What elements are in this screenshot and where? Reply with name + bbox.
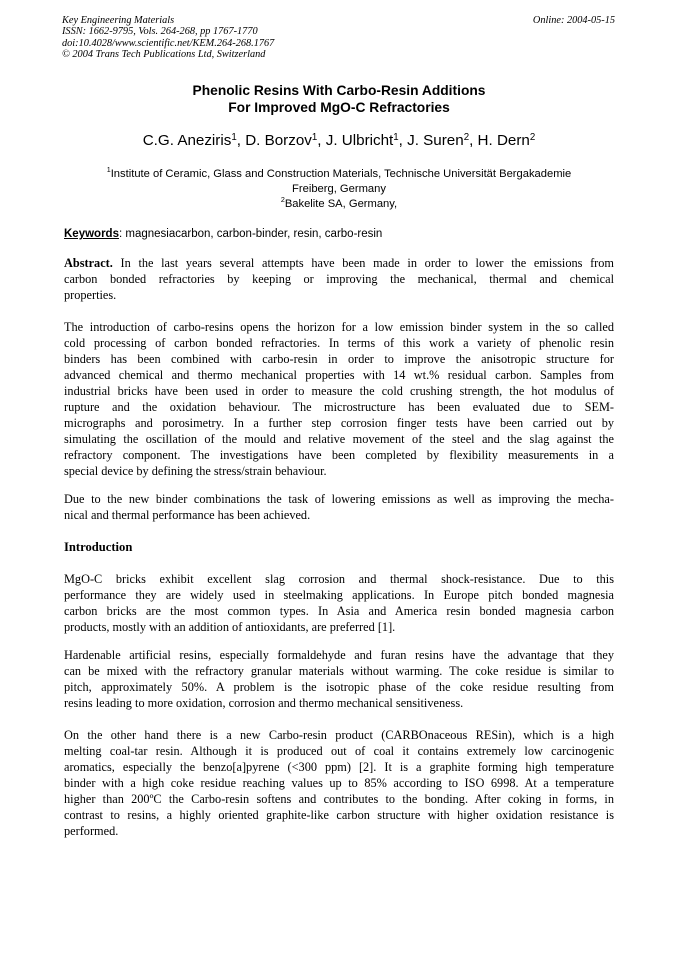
intro-paragraph-1: MgO-C bricks exhibit excellent slag corrosion and thermal shock-resistance. Due to this performance they are widely used in steelmaking applications. In Europe pitch bonded magnesia carbon bricks are the most common types. In Asia and America resin bonded magnesia carbon products, mostly with an addition of antioxidants, are preferred [1].: [64, 572, 614, 634]
journal-name: Key Engineering Materials: [62, 15, 175, 26]
doi-line: doi:10.4028/www.scientific.net/KEM.264-268.1767: [62, 37, 275, 49]
abstract-label: Abstract.: [64, 256, 113, 270]
affiliation-1: $^1$Institute of Ceramic, Glass and Construction Materials, Technische Universität Bergakademie: [106, 166, 572, 180]
section-heading-introduction: Introduction: [64, 540, 133, 554]
abstract-paragraph-2: The introduction of carbo-resins opens the horizon for a low emission binder system in the so called cold processing of carbon bonded refractories. In terms of this work a variety of phenolic resin binders has been combined with carbo-resin in order to improve the anisotropic structure for advanced chemical and thermo mechanical properties with 14 wt.% residual carbon. Samples from industrial bricks have been used in order to measure the cold crushing strength, the hot modulus of rupture and the oxidation behaviour. The microstructure has been evaluated due to SEM- micrographs and porosimetry. In a further step corrosion finger tests have been carried out by simulating the oscillation of the mould and relative movement of the steel and the slag against the refractory component. The investigations have been completed by flexibility measurements in a special device by defining the stress/strain behaviour.: [64, 320, 614, 478]
paper-title: [40, 82, 638, 116]
author-affiliation-mark: 1: [311, 132, 318, 143]
author-name: D. Borzov: [245, 132, 312, 149]
online-date: Online: 2004-05-15: [532, 15, 615, 26]
affiliation-1-cont: Freiberg, Germany: [292, 183, 386, 195]
keywords: [64, 227, 382, 242]
abstract-paragraph-1: Abstract. In the last years several attempts have been made in order to lower the emissions from carbon bonded refractories by keeping or improving the mechanical, thermal and chemical properties.: [64, 256, 614, 302]
title-line-1: Phenolic Resins With Carbo-Resin Additions: [192, 83, 486, 98]
issn-line: ISSN: 1662-9795, Vols. 264-268, pp 1767-1770: [62, 26, 258, 38]
author-affiliation-mark: 1: [393, 132, 399, 143]
author-affiliation-mark: 2: [529, 132, 536, 143]
keywords-text: : magnesiacarbon, carbon-binder, resin, carbo-resin: [118, 228, 383, 240]
author-name: J. Suren: [407, 132, 464, 149]
author-affiliation-mark: 1: [231, 132, 237, 143]
affiliations: [62, 167, 616, 212]
author-name: C.G. Aneziris: [142, 132, 232, 149]
copyright-line: © 2004 Trans Tech Publications Ltd, Switzerland: [62, 48, 266, 60]
title-line-2: For Improved MgO-C Refractories: [228, 100, 450, 115]
intro-paragraph-3: On the other hand there is a new Carbo-resin product (CARBOnaceous RESin), which is a high melting coal-tar resin. Although it is produced out of coal it contains extremely low carcinogenic aromatics, especially the benzo[a]pyrene (<300 ppm) [2]. It is a graphite forming high temperature binder with a high coke residue reaching values up to 85% according to ISO 6998. At a temperature higher than 200ºC the Carbo-resin softens and contributes to the bonding. After coking in forms, in contrast to resins, a highly oriented graphite-like carbon structure with higher oxidation resistance is performed.: [64, 728, 614, 838]
intro-paragraph-2: Hardenable artificial resins, especially formaldehyde and furan resins have the advantage that they can be mixed with the refractory granular materials without warming. The coke residue is similar to pitch, approximately 50%. A problem is the isotropic phase of the coke residue resulting from resins leading to more oxidation, corrosion and thermo mechanical sensitiveness.: [64, 648, 614, 710]
author-name: J. Ulbricht: [325, 132, 394, 149]
author-name: H. Dern: [477, 132, 530, 149]
author-affiliation-mark: 2: [463, 132, 470, 143]
keywords-label: Keywords: [64, 228, 119, 240]
journal-header: [62, 15, 274, 60]
affiliation-2: $^2$Bakelite SA, Germany,: [280, 196, 398, 210]
abstract-paragraph-3: Due to the new binder combinations the task of lowering emissions as well as improving the mecha- nical and thermal performance has been achieved.: [64, 492, 614, 522]
author-list: C.G. Aneziris$^1$, D. Borzov$^1$, J. Ulbricht$^1$, J. Suren$^2$, H. Dern$^2$: [142, 132, 536, 149]
